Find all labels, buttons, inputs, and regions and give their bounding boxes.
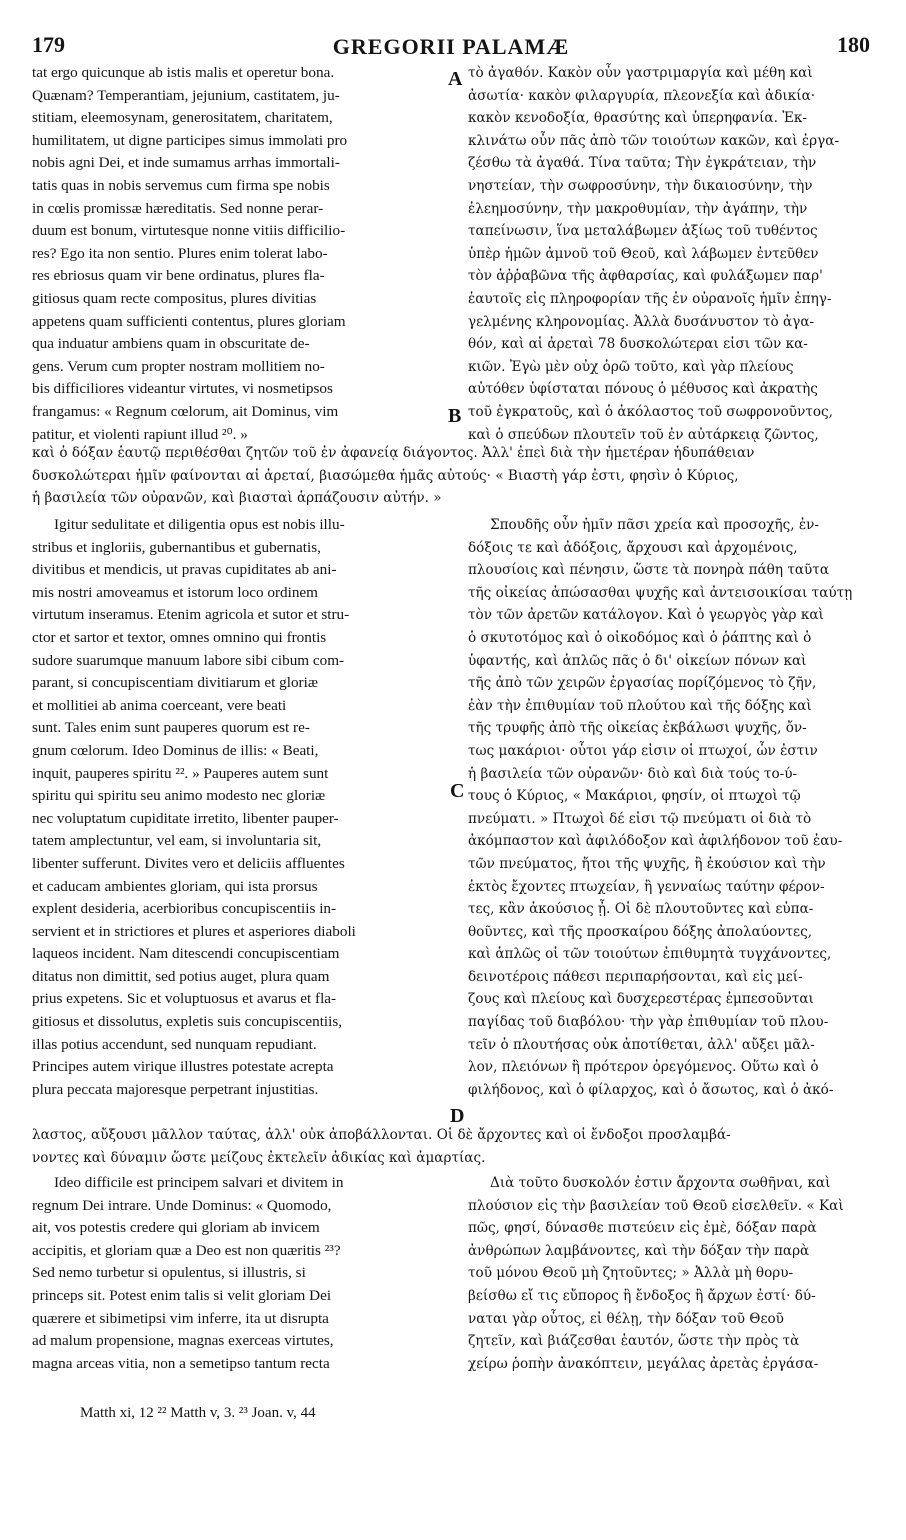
greek-full-width-block-2 [32, 1124, 876, 1169]
greek-line: αὐτόθεν ὑφίσταται πόνους ὁ μέθυσος καὶ ἀκρατὴς [468, 381, 818, 398]
latin-column-block-3 [32, 1172, 442, 1375]
latin-line: parant, si concupiscentiam divitiarum et gloriæ [32, 674, 318, 692]
latin-line: patitur, et violenti rapiunt illud ²⁰. » [32, 425, 248, 443]
running-title: GREGORII PALAMÆ [332, 34, 570, 59]
greek-line: φιλήδονος, καὶ ὁ φίλαρχος, καὶ ὁ ἄσωτος, καὶ ὁ ἀκό- [468, 1081, 834, 1098]
greek-line: τὸν τῶν ἀρετῶν κατάλογον. Καὶ ὁ γεωργὸς γὰρ καὶ [468, 607, 824, 624]
footnotes: Matth xi, 12 ²² Matth v, 3. ²³ Joan. v, 44 [80, 1405, 316, 1421]
greek-line: ζητεῖν, καὶ βιάζεσθαι ἑαυτόν, ὥστε τὴν πρὸς τὰ [468, 1333, 800, 1350]
greek-line: ὁ σκυτοτόμος καὶ ὁ οἰκοδόμος καὶ ὁ ῥάπτης καὶ ὁ [468, 629, 812, 646]
latin-line: virtutum inseramus. Etenim agricola et sutor et stru- [32, 606, 350, 624]
greek-span-line: ἡ βασιλεία τῶν οὐρανῶν, καὶ βιασταὶ ἁρπάζουσιν αὐτήν. » [32, 490, 442, 507]
latin-line: servient et in strictiores et plures et asperiores diaboli [32, 922, 356, 940]
greek-line: τεῖν ὁ πλουτήσας οὐκ ἀποτίθεται, ἀλλ' αὔξει μᾶλ- [468, 1036, 815, 1053]
greek-line: ἐλεημοσύνην, τὴν μακροθυμίαν, τὴν ἀγάπην, τὴν [468, 200, 808, 217]
greek-line: τῆς τρυφῆς ἀπὸ τῆς οἰκείας ἐκβάλωσι ψυχῆς, ὄν- [468, 720, 807, 737]
latin-line: bis difficiliores videantur virtutes, vi nosmetipsos [32, 380, 333, 398]
greek-span-line: λαστος, αὔξουσι μᾶλλον ταύτας, ἀλλ' οὐκ ἀποβάλλονται. Οἱ δὲ ἄρχοντες καὶ οἱ ἔνδοξοι προσλαμβά- [32, 1127, 731, 1143]
latin-line: ditatus non dimittit, sed potius auget, plura quam [32, 967, 330, 985]
greek-line: ζέσθω τὰ ἀγαθά. Τίνα ταῦτα; Τὴν ἐγκράτειαν, τὴν [468, 155, 817, 172]
latin-line: prius expetens. Sic et voluptuosus et avarus et fla- [32, 990, 337, 1008]
latin-line: gitiosus quam recte compositus, plures divitias [32, 289, 317, 307]
latin-line: nec voluptatum cupiditate irretito, libenter pauper- [32, 809, 339, 827]
greek-line: ἡ βασιλεία τῶν οὐρανῶν· διὸ καὶ διὰ τούς το-ύ- [468, 765, 798, 782]
latin-line: tatis quas in nobis servemus cum firma spe nobis [32, 176, 330, 194]
greek-line: νηστείαν, τὴν σωφροσύνην, τὴν δικαιοσύνην, τὴν [468, 177, 813, 194]
latin-column-block-2 [32, 514, 442, 1101]
greek-line: καὶ ὁ σπεύδων πλουτεῖν τοῦ ἐν αὐτάρκειᾳ ζῶντος, [468, 426, 819, 443]
latin-line: frangamus: « Regnum cœlorum, ait Dominus, vim [32, 402, 339, 420]
section-mark-b: B [448, 405, 462, 427]
greek-line: θόν, καὶ αἱ ἀρεταὶ 78 δυσκολώτεραι εἰσι τῶν κα- [468, 336, 808, 353]
latin-line: duum est bonum, virtutesque nonne vitiis difficilio- [32, 222, 346, 240]
greek-line: ἀσωτία· κακὸν φιλαργυρία, πλεονεξία καὶ ἀδικία· [468, 87, 816, 104]
latin-line: tat ergo quicunque ab istis malis et operetur bona. [32, 64, 335, 81]
greek-line: παγίδας τοῦ διαβόλου· τὴν γὰρ ἐπιθυμίαν τοῦ πλου- [468, 1014, 829, 1031]
latin-line: mis nostri amoveamus et istorum loco ordinem [32, 583, 318, 601]
latin-line: stitiam, eleemosynam, generositatem, charitatem, [32, 109, 333, 127]
greek-line: πλουσίοις καὶ πένησιν, ὥστε τὰ πονηρὰ πάθη ταῦτα [468, 562, 829, 579]
latin-line: Principes autem virique illustres potestate acrepta [32, 1058, 334, 1076]
latin-line: qua induatur ambiens quam in obscuritate de- [32, 335, 310, 353]
latin-line: magna arceas vitia, non a semetipso tantum recta [32, 1354, 330, 1372]
greek-line: δεινοτέροις πάθεσι περιπαρήσονται, καὶ εἰς μεί- [468, 968, 803, 985]
greek-line: ταπείνωσιν, ἵνα μεταλάβωμεν ἀξίως τοῦ τυθέντος [468, 223, 818, 240]
greek-line: τὸν ἀῤῥαβῶνα τῆς ἀφθαρσίας, καὶ φυλάξωμεν παρ' [468, 268, 823, 285]
greek-line: ὑπὲρ ἡμῶν ἀμνοῦ τοῦ Θεοῦ, καὶ λάβωμεν ἐντεῦθεν [468, 245, 819, 262]
section-mark-d: D [450, 1105, 465, 1127]
latin-line: nobis agni Dei, et inde sumamus arrhas immortali- [32, 154, 340, 172]
greek-line: τοῦ μόνου Θεοῦ μὴ ζητοῦντες; » Ἀλλὰ μὴ θορυ- [468, 1265, 794, 1282]
greek-line: πῶς, φησί, δύνασθε πιστεύειν εἰς ἐμὲ, δόξαν παρὰ [468, 1220, 817, 1237]
section-mark-a: A [448, 68, 463, 90]
latin-line: gitiosus et dissolutus, expletis suis concupiscentiis, [32, 1013, 343, 1031]
greek-line: πνεύματι. » Πτωχοὶ δέ εἰσι τῷ πνεύματι οἱ διὰ τὸ [468, 810, 812, 827]
greek-span-line: δυσκολώτεραι ἡμῖν φαίνονται αἱ ἀρεταί, βιασώμεθα ἡμᾶς αὐτούς· « Βιαστὴ γάρ ἐστι, φησὶν ὁ Κύριος, [32, 467, 739, 484]
latin-line: gens. Verum cum propter nostram mollitiem no- [32, 357, 325, 375]
latin-line: sudore suarumque manuum labore sibi cibum com- [32, 651, 345, 669]
greek-line: τες, κἂν ἀκούσιος ᾖ. Οἱ δὲ πλουτοῦντες καὶ εὐπα- [468, 901, 814, 918]
greek-line: θοῦντες, καὶ τῆς προσκαίρου δόξης ἀπολαύοντες, [468, 923, 813, 940]
greek-line: ἑαυτοῖς εἰς πληροφορίαν τῆς ἐν οὐρανοῖς ἡμῖν ἐπηγ- [468, 290, 832, 307]
greek-line: γελμένης κληρονομίας. Ἀλλὰ δυσάνυστον τὸ ἀγα- [468, 313, 815, 330]
greek-line: ἐὰν τὴν ἐπιθυμίαν τοῦ πλούτου καὶ τῆς δόξης καὶ [468, 697, 812, 714]
greek-line: Διὰ τοῦτο δυσκολόν ἐστιν ἄρχοντα σωθῆναι, καὶ [490, 1175, 831, 1191]
latin-line: illas potius accendunt, sed nunquam repudiant. [32, 1035, 317, 1053]
latin-line: explent desideria, acerbioribus concupiscentiis in- [32, 900, 337, 918]
greek-column-block-2 [468, 514, 876, 1101]
latin-line: Igitur sedulitate et diligentia opus est nobis illu- [54, 516, 345, 533]
greek-column-block-1 [468, 62, 876, 446]
greek-line: βείσθω εἴ τις εὔπορος ἢ ἔνδοξος ἢ ἄρχων ἐστί· δύ- [468, 1287, 816, 1304]
latin-line: tatem amplectuntur, vel eam, si involuntaria sit, [32, 832, 322, 850]
latin-line: spiritu qui spiritu seu animo modesto nec gloriæ [32, 787, 326, 805]
latin-line: ait, vos potestis credere qui gloriam ab invicem [32, 1219, 320, 1237]
latin-line: stribus et ingloriis, gubernantibus et gubernatis, [32, 538, 321, 556]
latin-line: quærere et sibimetipsi vim inferre, ita ut disrupta [32, 1309, 329, 1327]
greek-line: τους ὁ Κύριος, « Μακάριοι, φησίν, οἱ πτωχοὶ τῷ [468, 788, 801, 805]
greek-line: ναται γὰρ οὗτος, εἰ θέλῃ, τὴν δόξαν τοῦ Θεοῦ [468, 1310, 784, 1327]
greek-line: ἀνθρώπων λαμβάνοντες, καὶ τὴν δόξαν τὴν παρὰ [468, 1242, 810, 1259]
greek-line: κακὸν κενοδοξία, θρασύτης καὶ ὑπερηφανία. Ἐκ- [468, 110, 807, 127]
latin-line: accipitis, et gloriam quæ a Deo est non quæritis ²³? [32, 1241, 341, 1259]
greek-column-block-3 [468, 1172, 876, 1375]
greek-line: δόξοις τε καὶ ἀδόξοις, ἄρχουσι καὶ ἀρχομένοις, [468, 539, 798, 556]
latin-line: et caducam ambientes gloriam, qui ista prorsus [32, 877, 318, 895]
greek-span-line: καὶ ὁ δόξαν ἑαυτῷ περιθέσθαι ζητῶν τοῦ ἐν ἀφανείᾳ διάγοντος. Ἀλλ' ἐπεὶ διὰ τὴν ἡμετέραν ἡδυπάθειαν [32, 445, 755, 461]
latin-line: laqueos incident. Nam ditescendi concupiscentiam [32, 945, 340, 963]
latin-line: libenter sufferunt. Divites vero et deliciis affluentes [32, 854, 345, 872]
greek-full-width-block-1 [32, 442, 876, 510]
greek-line: κλινάτω οὖν πᾶς ἀπὸ τῶν τοιούτων κακῶν, καὶ ἐργα- [468, 132, 840, 149]
greek-line: τῆς οἰκείας ἀπώσασθαι ψυχῆς καὶ ἀντεισοικίσαι ταύτῃ [468, 584, 853, 601]
greek-line: τως μακάριοι· οὗτοι γάρ εἰσιν οἱ πτωχοί, ὧν ἐστιν [468, 742, 818, 759]
greek-line: λον, πλειόνων ἢ πρότερον ὀρεγόμενος. Οὕτω καὶ ὁ [468, 1059, 819, 1076]
latin-line: Ideo difficile est principem salvari et divitem in [54, 1174, 344, 1191]
greek-line: τῆς ἀπὸ τῶν χειρῶν ἐργασίας πορίζόμενος τὸ ζῆν, [468, 675, 817, 692]
greek-line: κιῶν. Ἐγὼ μὲν οὐχ ὁρῶ τοῦτο, καὶ γὰρ πλείους [468, 358, 794, 375]
latin-line: et mollitiei ab anima coerceant, vere beati [32, 696, 287, 714]
latin-line: humilitatem, ut digne participes simus immolati pro [32, 131, 348, 149]
section-mark-c: C [450, 780, 465, 802]
latin-line: gnum cœlorum. Ideo Dominus de illis: « Beati, [32, 741, 319, 759]
greek-span-line: νοντες καὶ δύναμιν ὥστε μείζους ἐκτελεῖν ἀδικίας καὶ ἁμαρτίας. [32, 1149, 486, 1166]
greek-line: τῶν πνεύματος, ἤτοι τῆς ψυχῆς, ἢ ἑκούσιον καὶ τὴν [468, 855, 826, 872]
latin-line: inquit, pauperes spiritu ²². » Pauperes autem sunt [32, 764, 329, 782]
latin-column-block-1 [32, 62, 442, 446]
greek-line: πλούσιον εἰς τὴν βασιλείαν τοῦ Θεοῦ εἰσελθεῖν. « Καὶ [468, 1197, 844, 1214]
greek-line: ζους καὶ πλείους καὶ δυσχερεστέρας ἐμπεσοῦνται [468, 991, 814, 1008]
latin-line: res? Ego ita non sentio. Plures enim tolerat labo- [32, 244, 328, 262]
greek-line: τοῦ ἐγκρατοῦς, καὶ ὁ ἀκόλαστος τοῦ σωφρονοῦντος, [468, 403, 833, 420]
greek-line: ὑφαντής, καὶ ἁπλῶς πᾶς ὁ δι' οἰκείων πόνων καὶ [468, 652, 807, 669]
latin-line: regnum Dei intrare. Unde Dominus: « Quomodo, [32, 1196, 332, 1214]
latin-line: appetens quam sufficienti contentus, plures gloriam [32, 312, 346, 330]
latin-line: res ebriosus quam vir bene ordinatus, plures fla- [32, 267, 325, 285]
greek-line: Σπουδῆς οὖν ἡμῖν πᾶσι χρεία καὶ προσοχῆς, ἐν- [490, 517, 820, 533]
latin-line: divitibus et mendicis, ut pravas cupiditates ab ani- [32, 561, 337, 579]
greek-line: τὸ ἀγαθόν. Κακὸν οὖν γαστριμαργία καὶ μέθη καὶ [468, 65, 813, 81]
latin-line: sunt. Tales enim sunt pauperes quorum est re- [32, 719, 310, 737]
right-page-number: 180 [837, 32, 870, 57]
latin-line: princeps sit. Potest enim talis si velit gloriam Dei [32, 1286, 332, 1304]
latin-line: Quænam? Temperantiam, jejunium, castitatem, ju- [32, 86, 340, 104]
greek-line: ἀκόμπαστον καὶ ἀφιλόδοξον καὶ ἀφιλήδονον τοῦ ἑαυ- [468, 833, 843, 850]
latin-line: in cœlis promissæ hæreditatis. Sed nonne perar- [32, 199, 324, 217]
greek-line: χείρω ῥοπὴν ἀνακόπτειν, μεγάλας ἀρετὰς ἐργάσα- [468, 1355, 819, 1372]
greek-line: καὶ ἁπλῶς οἱ τῶν τοιούτων ἐπιθυμητὰ τυγχάνοντες, [468, 946, 832, 963]
latin-line: ctor et sartor et textor, omnes omnino qui frontis [32, 628, 327, 646]
greek-line: ἐκτὸς ἔχοντες πτωχείαν, ἢ γενναίως ταύτην φέρον- [468, 878, 825, 895]
left-page-number: 179 [32, 32, 65, 57]
running-header [32, 32, 870, 62]
latin-line: ad malum propensione, magnas exerceas virtutes, [32, 1332, 334, 1350]
latin-line: Sed nemo turbetur si opulentus, si illustris, si [32, 1264, 306, 1282]
latin-line: plura peccata majoresque perpetrant injustitias. [32, 1080, 319, 1098]
